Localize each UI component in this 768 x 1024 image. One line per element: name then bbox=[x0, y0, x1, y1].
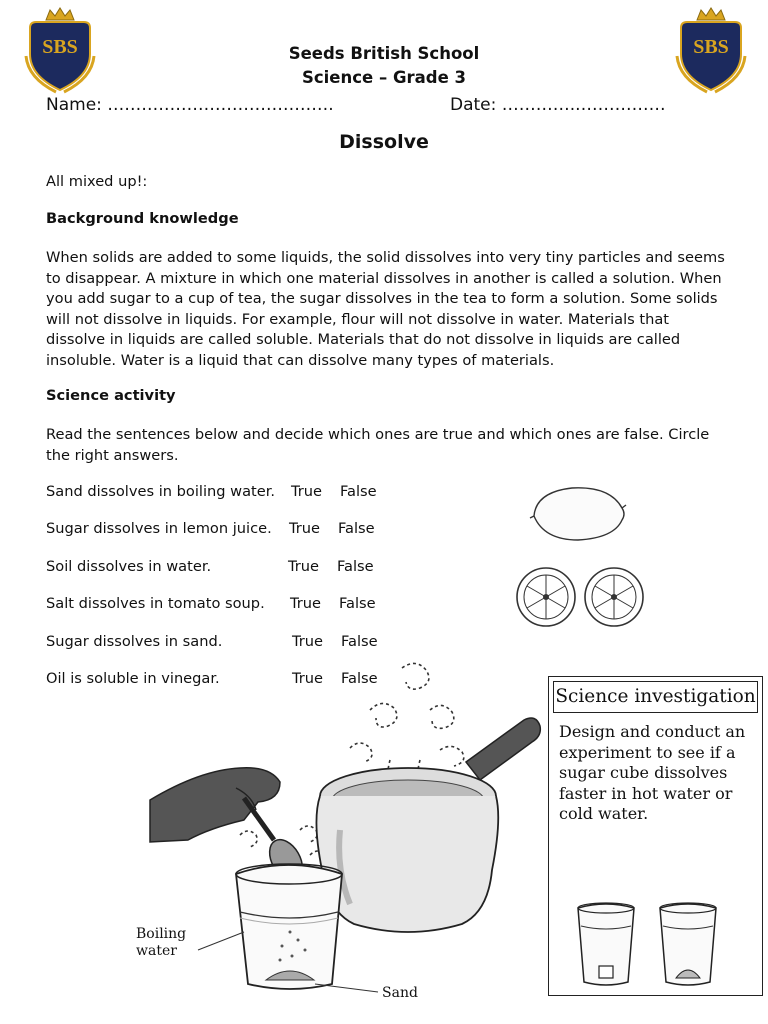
investigation-title: Science investigation bbox=[553, 681, 758, 713]
instruction-line: the right answers. bbox=[46, 446, 179, 464]
background-line: dissolve in liquids are called soluble. Materials that do not dissolve in liquids are called bbox=[46, 331, 681, 348]
false-option[interactable]: False bbox=[339, 595, 376, 612]
instruction-line: Read the sentences below and decide which ones are true and which ones are false. Circle bbox=[46, 426, 710, 443]
investigation-line: cold water. bbox=[559, 804, 649, 823]
false-option[interactable]: False bbox=[337, 558, 374, 575]
page-title: Dissolve bbox=[339, 131, 429, 153]
true-option[interactable]: True bbox=[291, 483, 322, 500]
crest-text: SBS bbox=[693, 36, 729, 58]
name-field[interactable]: Name: …………………………………. bbox=[46, 95, 334, 115]
label-boiling bbox=[136, 926, 186, 960]
investigation-text bbox=[559, 722, 755, 825]
false-option[interactable]: False bbox=[340, 483, 377, 500]
false-option[interactable]: False bbox=[341, 670, 378, 687]
activity-instruction bbox=[46, 425, 736, 466]
false-option[interactable]: False bbox=[341, 633, 378, 650]
background-line: When solids are added to some liquids, the solid dissolves into very tiny particles and seems bbox=[46, 249, 725, 266]
background-line: you add sugar to a cup of tea, the sugar dissolves in the tea to form a solution. Some solids bbox=[46, 290, 718, 307]
statement-text: Soil dissolves in water. bbox=[46, 558, 212, 575]
label-boiling-line: Boiling bbox=[136, 926, 187, 942]
intro-text: All mixed up!: bbox=[46, 173, 148, 190]
school-name: Seeds British School bbox=[288, 44, 480, 63]
investigation-line: sugar cube dissolves bbox=[559, 763, 728, 782]
background-line: to disappear. A mixture in which one material dissolves in another is called a solution. When bbox=[46, 269, 722, 287]
true-option[interactable]: True bbox=[288, 558, 319, 575]
background-paragraph bbox=[46, 248, 736, 371]
false-option[interactable]: False bbox=[338, 520, 375, 537]
date-field[interactable]: Date: …………..…………… bbox=[450, 95, 666, 115]
statement-text: Sand dissolves in boiling water. bbox=[46, 483, 276, 500]
activity-heading: Science activity bbox=[46, 387, 176, 404]
true-option[interactable]: True bbox=[289, 520, 320, 537]
true-option[interactable]: True bbox=[290, 595, 321, 612]
statement-text: Oil is soluble in vinegar. bbox=[46, 670, 220, 687]
investigation-line: Design and conduct an bbox=[559, 722, 746, 741]
background-heading: Background knowledge bbox=[46, 210, 239, 227]
true-option[interactable]: True bbox=[292, 670, 323, 687]
two-glasses-illustration bbox=[572, 900, 742, 990]
label-sand: Sand bbox=[382, 985, 418, 1001]
statement-text: Salt dissolves in tomato soup. bbox=[46, 595, 265, 612]
statement-text: Sugar dissolves in sand. bbox=[46, 633, 223, 650]
boiling-water-illustration bbox=[140, 650, 545, 1010]
crest-text: SBS bbox=[42, 36, 78, 58]
label-water-line: water bbox=[136, 943, 177, 959]
lemon-illustration bbox=[510, 478, 660, 638]
subject-grade: Science – Grade 3 bbox=[301, 68, 466, 87]
background-line: insoluble. Water is a liquid that can dissolve many types of materials. bbox=[46, 351, 555, 369]
statement-text: Sugar dissolves in lemon juice. bbox=[46, 520, 272, 537]
background-line: will not dissolve in liquids. For example, flour will not dissolve in water. Materials that bbox=[46, 310, 670, 328]
investigation-line: faster in hot water or bbox=[559, 783, 733, 803]
investigation-line: experiment to see if a bbox=[559, 742, 736, 762]
true-option[interactable]: True bbox=[292, 633, 323, 650]
